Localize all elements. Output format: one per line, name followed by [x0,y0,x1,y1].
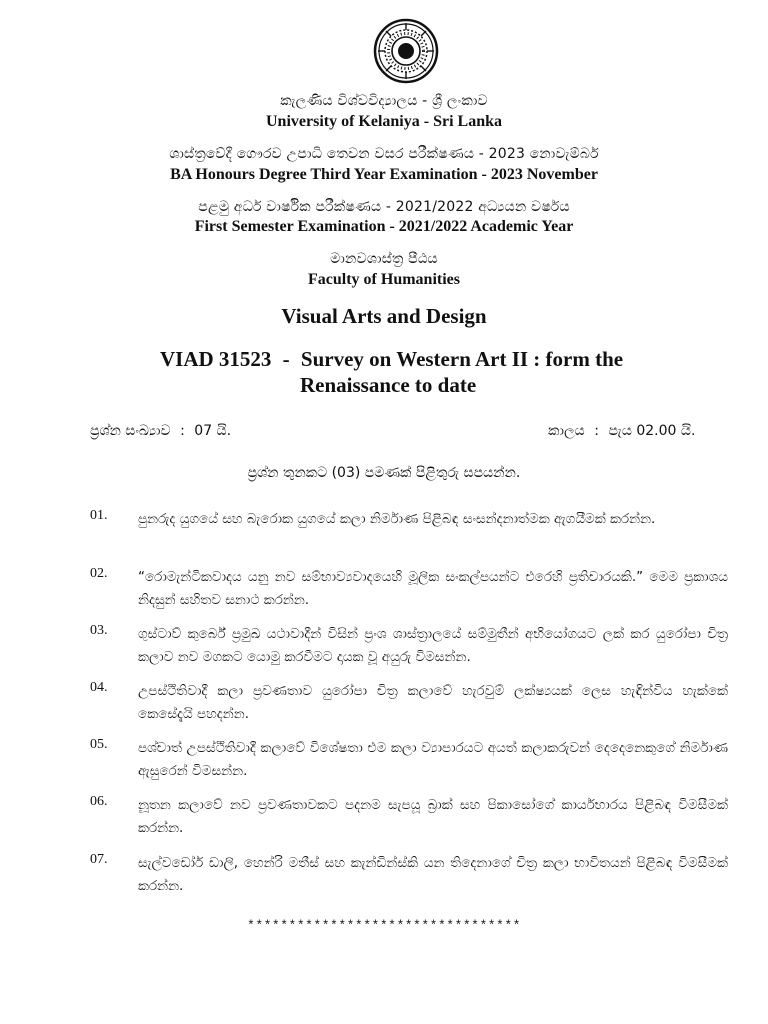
course-code: VIAD 31523 [160,347,272,371]
course-title-line2: Renaissance to date [300,373,477,397]
question-count-value: 07 යි. [194,423,232,439]
faculty-sinhala: මානවශාස්ත්‍ර පීඨය [330,251,438,267]
question-number: 04. [90,680,108,695]
question-text: පශ්චාත් උපස්ථිතිවාදී කලාවේ විශේෂතා එම කලා ව්‍යාපාරයට අයත් කලාකරුවන් දෙදෙනෙකුගේ නිර්මාණ ඇසුරෙන් විමසන්න. [138,740,728,779]
question-count-label: ප්‍රශ්න සංඛ්‍යාව [90,423,171,439]
semester-sinhala: පළමු අර්ධ වාර්ෂික පරීක්ෂණය - 2021/2022 අධ්‍යයන වර්ෂය [198,199,570,215]
course-title-line1: Survey on Western Art II : form the [300,347,624,371]
question-text: උපස්ථිතිවාදී කලා ප්‍රවණතාව යුරෝපා චිත්‍ර කලාවේ හැරවුම් ලක්ෂ්‍යයක් ලෙස හැඳින්විය හැක්කේ කෙසේදැයි පහදන්න. [138,683,728,722]
time-label: කාලය [548,423,585,439]
question-number: 07. [90,852,108,867]
exam-title-english: BA Honours Degree Third Year Examination - 2023 November [170,166,598,183]
faculty-english: Faculty of Humanities [308,271,460,288]
end-of-paper-divider: ********************************* [247,918,521,933]
question-text: ගුස්ටාව් කුර්බේ ප්‍රමුඛ යථාවාදීන් විසින් ප්‍රංශ ශාස්ත්‍රාලයේ සම්මුතීන් අභියෝගයට ලක් කර යුරෝපා චිත්‍ර කලාව නව මගකට යොමු කරවීමට දායක වූ අයුරු විමසන්න. [138,626,728,665]
question-count-separator: : [180,423,185,439]
subject-title: Visual Arts and Design [281,304,487,328]
question-number: 01. [90,508,108,523]
question-text: “රොමැන්ටිකවාදය යනු නව සම්භාව්‍යවාදයෙහි මූලික සංකල්පයන්ට එරෙහි ප්‍රතිචාරයකි.” මෙම ප්‍රකාශය නිදසුන් සහිතව සනාථ කරන්න. [138,569,728,608]
instruction: ප්‍රශ්න තුනකට (03) පමණක් පිළිතුරු සපයන්න. [247,465,521,481]
university-name-sinhala: කැලණිය විශ්වවිද්‍යාලය - ශ්‍රී ලංකාව [280,93,488,109]
course-heading [160,346,623,373]
question-count [90,423,231,440]
exam-title-sinhala: ශාස්ත්‍රවේදී ගෞරව උපාධි තෙවන වසර පරීක්ෂණය - 2023 නොවැම්බර් [169,146,599,162]
question-number: 03. [90,623,108,638]
question-text: පුනරුද යුගයේ සහ බැරොක යුගයේ කලා නිර්මාණ පිළිබඳ සංසන්දනාත්මක ඇගයීමක් කරන්න. [138,511,656,527]
question-text: සැල්වඩෝර් ඩාලි, හෙන්රි මතීස් සහ කැන්ඩින්ස්කි යන තිදෙනාගේ චිත්‍ර කලා භාවිතයන් පිළිබඳ විමසීමක් කරන්න. [138,855,728,894]
time-allowed [548,423,695,440]
university-name-english: University of Kelaniya - Sri Lanka [265,113,502,130]
question-number: 05. [90,737,108,752]
time-separator: : [594,423,599,439]
question-number: 02. [90,566,108,581]
question-number: 06. [90,794,108,809]
time-value: පැය 02.00 යි. [608,423,696,439]
semester-english: First Semester Examination - 2021/2022 Academic Year [194,218,574,235]
university-seal-logo [373,18,439,84]
question-text: නූතන කලාවේ නව ප්‍රවණතාවකට පදනම සැපයූ බ්‍රාක් සහ පිකාසෝගේ කාර්යභාරය පිළිබඳ විමසීමක් කරන්න. [138,797,728,836]
course-dash: - [282,347,290,371]
